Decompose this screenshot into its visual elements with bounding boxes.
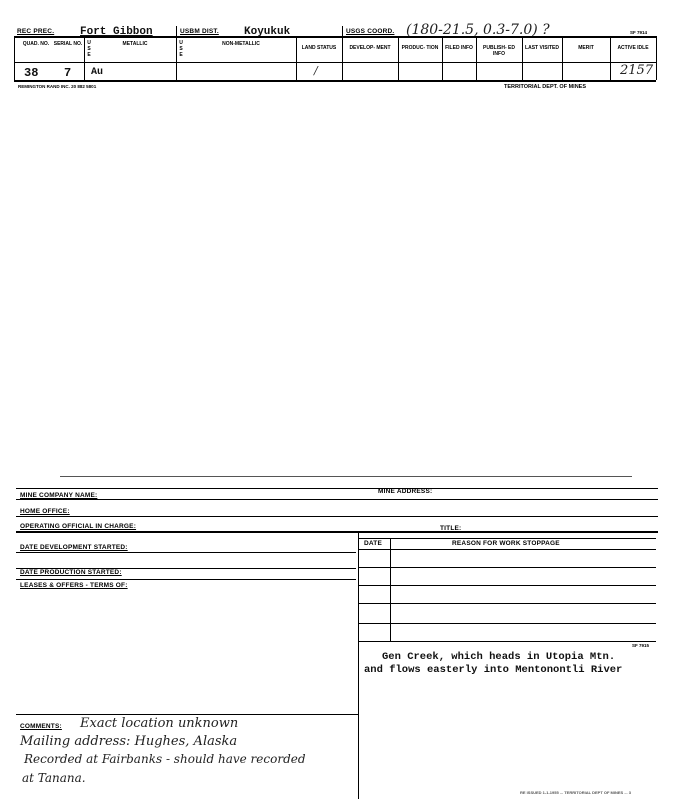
col-use-nonmetallic: U S E [179, 40, 183, 58]
date-prod-started-label: DATE PRODUCTION STARTED: [20, 569, 122, 576]
col-use-metallic: U S E [87, 40, 91, 58]
col-quad-no: QUAD. NO. [22, 41, 50, 47]
rec-prec-label: REC PREC. [17, 28, 55, 35]
col-non-metallic: NON-METALLIC [222, 41, 260, 47]
col-filed-info: FILED INFO [445, 45, 473, 51]
department-note: TERRITORIAL DEPT. OF MINES [504, 84, 586, 90]
printer-note: REMINGTON RAND INC. 20 882 5801 [18, 84, 97, 89]
home-office-label: HOME OFFICE: [20, 508, 70, 515]
typed-note-line1: Gen Creek, which heads in Utopia Mtn. [382, 651, 616, 663]
leases-label: LEASES & OFFERS - TERMS OF: [20, 582, 128, 589]
value-active-idle: 2157 [620, 63, 654, 78]
usgs-coord-value: (180-21.5, 0.3-7.0) ? [406, 22, 550, 38]
value-land-status: / [314, 64, 318, 77]
mine-address-label: MINE ADDRESS: [378, 488, 433, 495]
rec-prec-value: Fort Gibbon [80, 26, 153, 38]
value-metallic: Au [91, 67, 104, 78]
col-serial-no: SERIAL NO. [53, 41, 83, 47]
usbm-dist-value: Koyukuk [244, 26, 291, 38]
bottom-footer-note: RE ISSUED 1-1-1955 ... TERRITORIAL DEPT OF MINES ... 3 [520, 790, 631, 795]
operating-official-label: OPERATING OFFICIAL IN CHARGE: [20, 523, 137, 530]
col-production: PRODUC- TION [401, 45, 439, 51]
col-land-status: LAND STATUS [301, 45, 337, 51]
usbm-dist-label: USBM DIST. [180, 28, 219, 35]
comments-line4: at Tanana. [22, 771, 86, 785]
typed-note-line2: and flows easterly into Mentonontli River [364, 664, 623, 676]
reason-column-label: REASON FOR WORK STOPPAGE [452, 540, 560, 547]
value-quad-no: 38 [24, 66, 39, 80]
col-metallic: METALLIC [122, 41, 148, 47]
col-development: DEVELOP- MENT [349, 45, 391, 51]
col-merit: MERIT [578, 45, 594, 51]
col-last-visited: LAST VISITED [525, 45, 559, 51]
title-label: TITLE: [440, 525, 462, 532]
comments-line1: Exact location unknown [80, 716, 239, 731]
mine-company-name-label: MINE COMPANY NAME: [20, 492, 98, 499]
value-serial-no: 7 [64, 66, 72, 80]
date-column-label: DATE [364, 540, 383, 547]
bottom-form-code: SF 7915 [632, 643, 650, 648]
col-published-info: PUBLISH- ED INFO [483, 45, 515, 57]
usgs-coord-label: USGS COORD. [346, 28, 395, 35]
col-active-idle: ACTIVE IDLE [617, 45, 649, 51]
comments-label: COMMENTS: [20, 723, 62, 730]
comments-line2: Mailing address: Hughes, Alaska [20, 734, 238, 749]
date-dev-started-label: DATE DEVELOPMENT STARTED: [20, 544, 128, 551]
comments-line3: Recorded at Fairbanks - should have recorded [24, 752, 306, 766]
top-form-code: SF 7914 [630, 30, 648, 35]
